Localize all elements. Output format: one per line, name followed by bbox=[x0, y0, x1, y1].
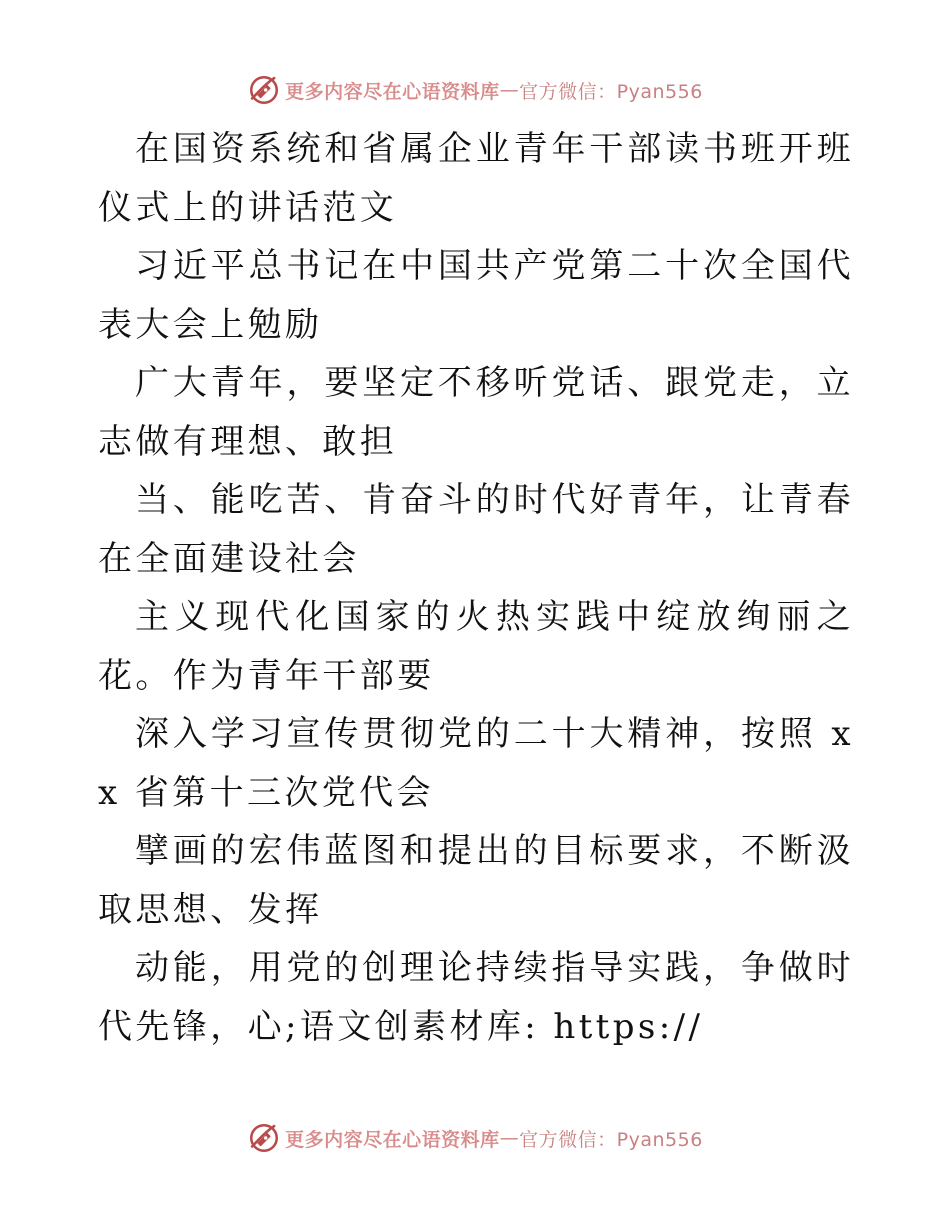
banner-brand: 更多内容尽在心语资料库 bbox=[285, 1128, 500, 1151]
document-body bbox=[98, 120, 854, 1056]
paragraph: 擘画的宏伟蓝图和提出的目标要求，不断汲取思想、发挥 bbox=[98, 831, 854, 930]
pen-nib-icon bbox=[247, 1121, 281, 1155]
paragraph: 深入学习宣传贯彻党的二十大精神，按照 xx 省第十三次党代会 bbox=[98, 714, 854, 813]
banner-separator: — bbox=[499, 79, 520, 101]
paragraph: 广大青年，要坚定不移听党话、跟党走，立志做有理想、敢担 bbox=[98, 363, 854, 462]
banner-wechat: 官方微信：Pyan556 bbox=[519, 1128, 703, 1151]
paragraph: 当、能吃苦、肯奋斗的时代好青年，让青春在全面建设社会 bbox=[98, 480, 854, 579]
paragraph: 动能，用党的创理论持续指导实践，争做时代先锋，心;语文创素材库: https:// bbox=[98, 948, 854, 1047]
header-banner bbox=[0, 70, 950, 110]
paragraph: 主义现代化国家的火热实践中绽放绚丽之花。作为青年干部要 bbox=[98, 597, 854, 696]
paragraph: 习近平总书记在中国共产党第二十次全国代表大会上勉励 bbox=[98, 246, 854, 345]
footer-banner bbox=[0, 1118, 950, 1158]
banner-brand: 更多内容尽在心语资料库 bbox=[285, 80, 500, 103]
paragraph: 在国资系统和省属企业青年干部读书班开班仪式上的讲话范文 bbox=[98, 129, 854, 228]
banner-separator: — bbox=[499, 1127, 520, 1149]
pen-nib-icon bbox=[247, 73, 281, 107]
banner-wechat: 官方微信：Pyan556 bbox=[519, 80, 703, 103]
